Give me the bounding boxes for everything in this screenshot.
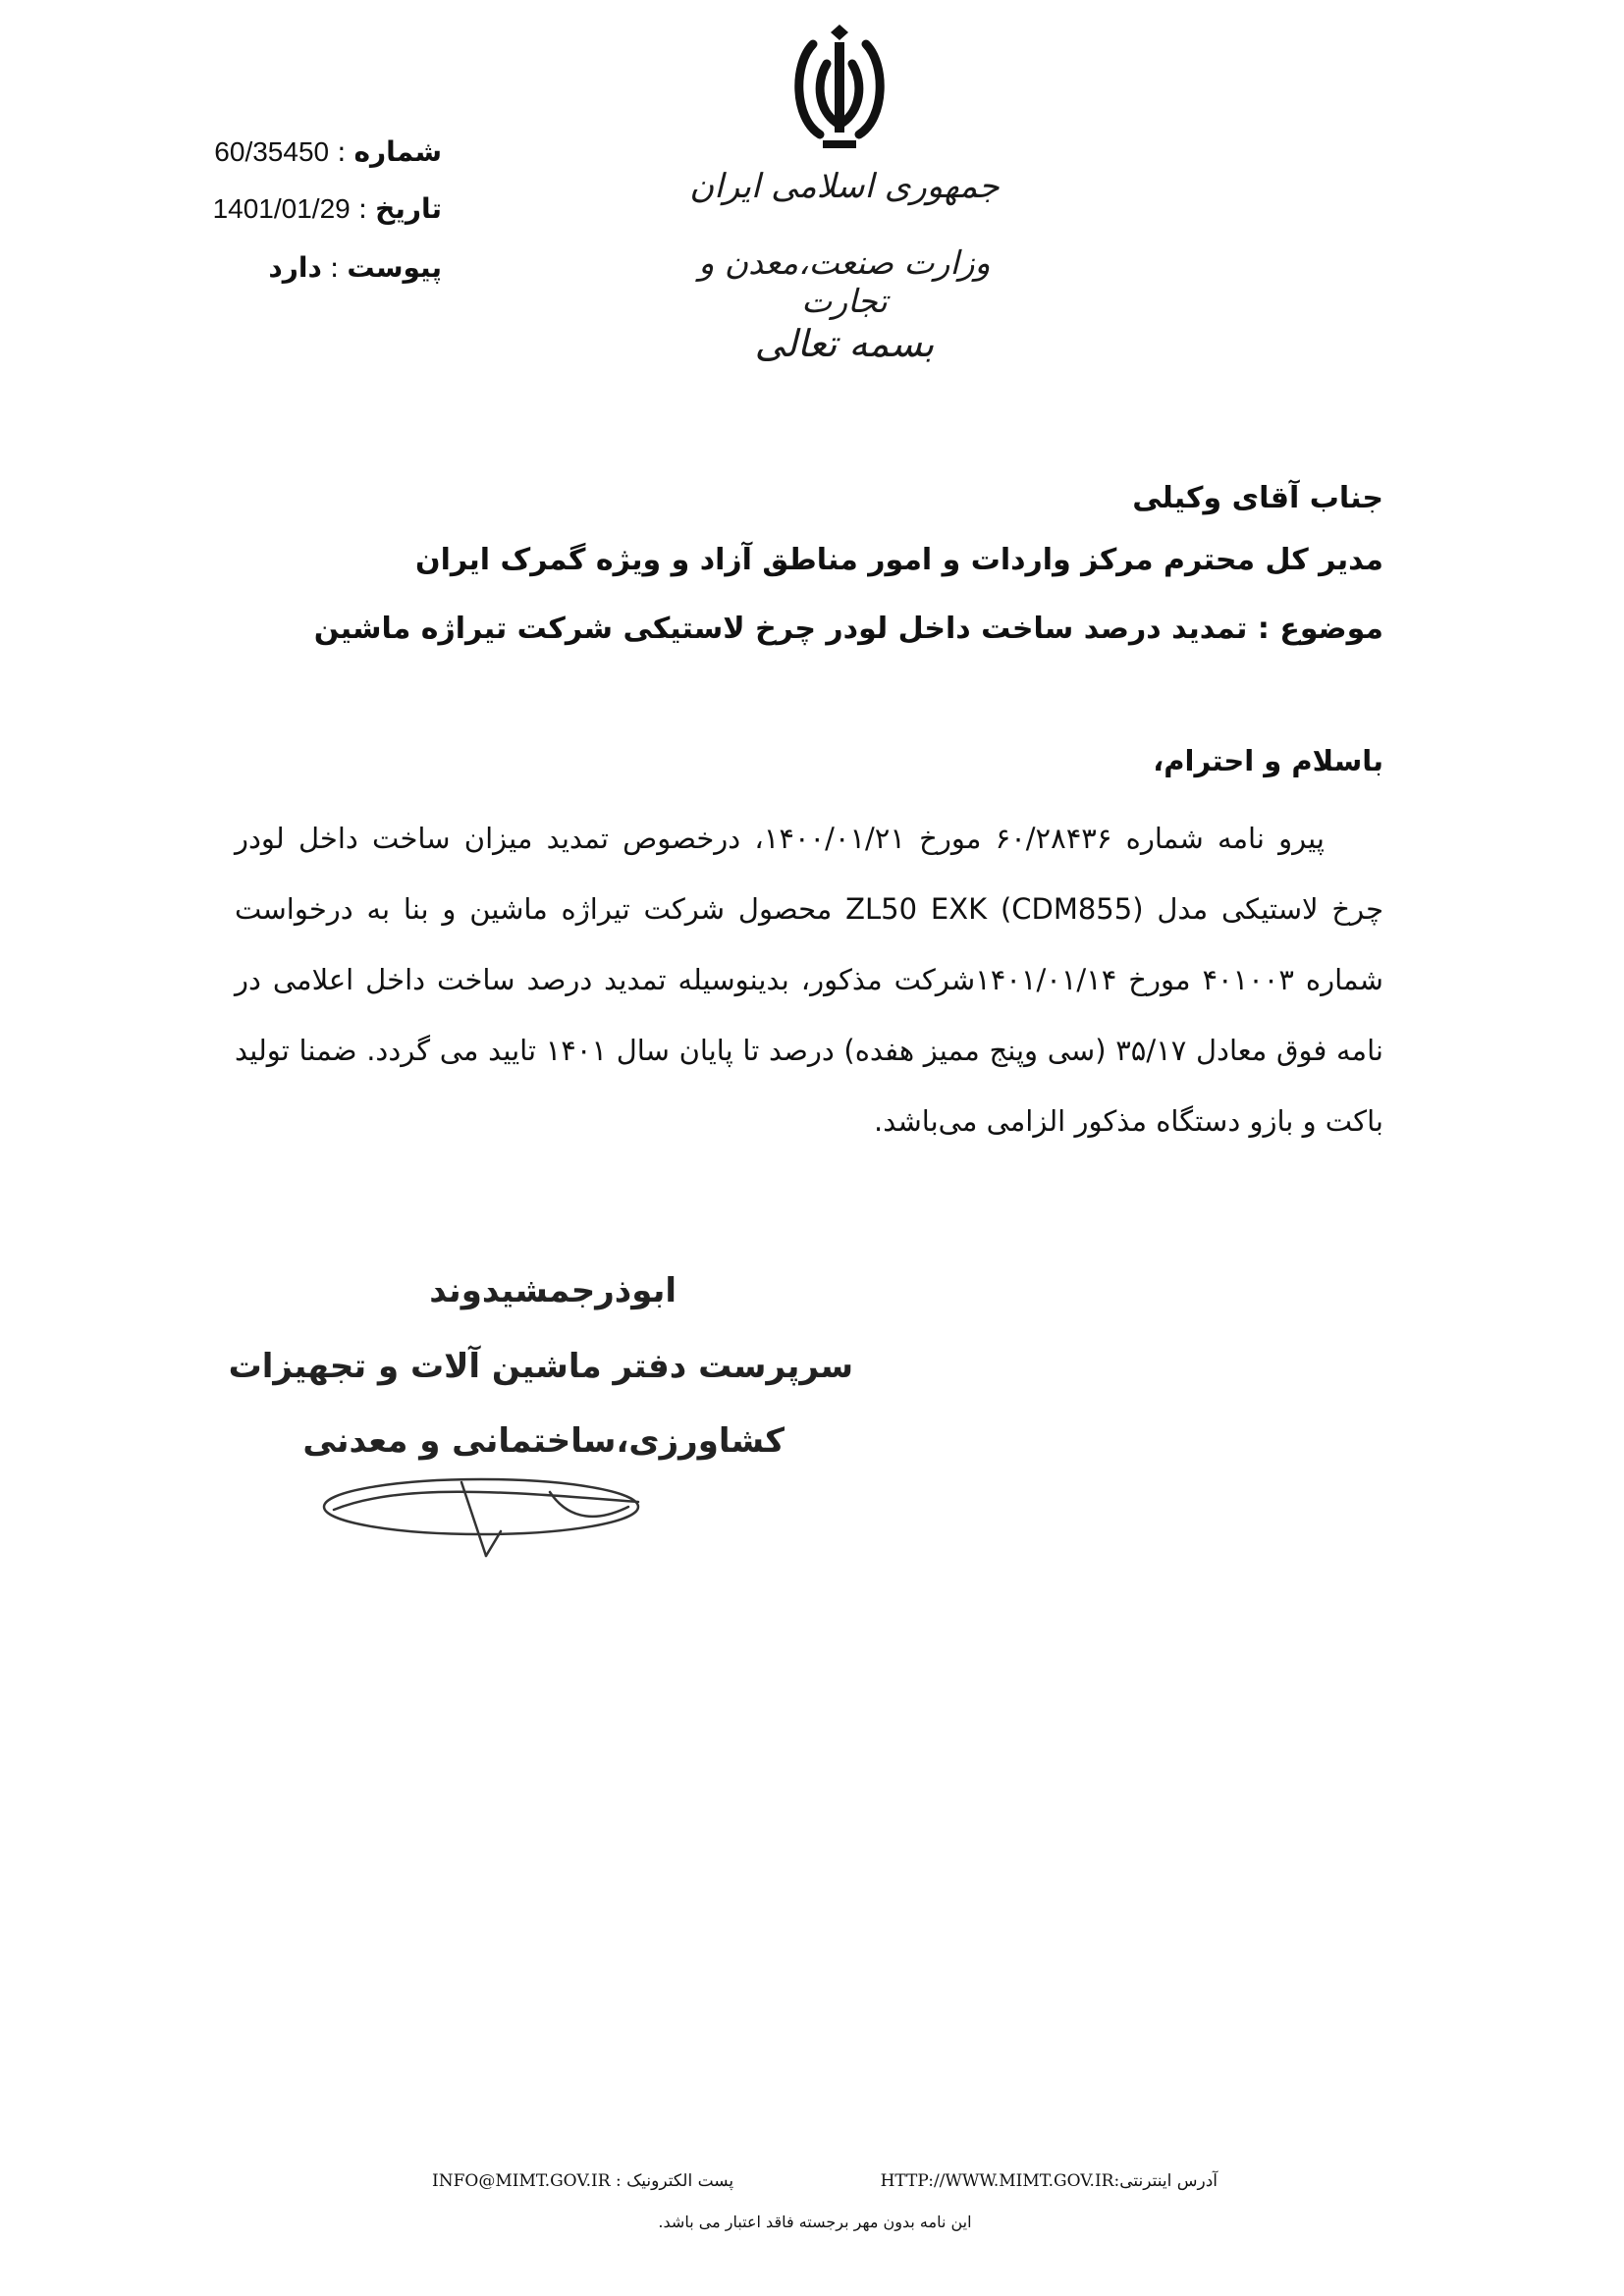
footer-email-address[interactable]: INFO@MIMT.GOV.IR bbox=[432, 2171, 611, 2191]
letter-number-label: شماره bbox=[353, 135, 442, 168]
signatory-name: ابوذرجمشیدوند bbox=[429, 1271, 677, 1310]
letter-number: شماره:60/35450 bbox=[214, 135, 442, 168]
footer-website bbox=[881, 2171, 1218, 2191]
letter-attachment-value: دارد bbox=[268, 251, 322, 284]
signatory-title-line2: کشاورزی،ساختمانی و معدنی bbox=[302, 1421, 785, 1461]
footer-email bbox=[432, 2171, 733, 2191]
handwritten-signature-icon bbox=[314, 1463, 668, 1571]
footer-email-label: پست الکترونیک : bbox=[615, 2171, 734, 2191]
letter-attachment: پیوست:دارد bbox=[268, 251, 442, 284]
org-name-line2: وزارت صنعت،معدن و تجارت bbox=[698, 243, 991, 320]
invocation: بسمه تعالی bbox=[754, 322, 935, 365]
footer-website-label: آدرس اینترنتی: bbox=[1113, 2171, 1218, 2191]
iran-emblem-icon bbox=[785, 25, 893, 162]
recipient-name: جناب آقای وکیلی bbox=[1132, 481, 1383, 515]
letter-body bbox=[235, 803, 1383, 1156]
body-paragraph: پیرو نامه شماره ۶۰/۲۸۴۳۶ مورخ ۱۴۰۰/۰۱/۲۱، درخصوص تمدید میزان ساخت داخل لودر چرخ لاستیکی مدل ZL50 EXK (CDM855) محصول شرکت تیراژه ماشین و بنا به درخواست شماره ۴۰۱۰۰۳ مورخ ۱۴۰۱/۰۱/۱۴شرکت مذکور، بدینوسیله تمدید درصد ساخت داخل اعلامی در نامه فوق معادل ۳۵/۱۷ (سی وپنج ممیز هفده) درصد تا پایان سال ۱۴۰۱ تایید می گردد. ضمنا تولید باکت و بازو دستگاه مذکور الزامی می‌باشد. bbox=[235, 822, 1384, 1138]
letter-attachment-label: پیوست bbox=[347, 251, 442, 284]
letter-date: تاریخ:1401/01/29 bbox=[212, 192, 442, 225]
letter-date-value: 1401/01/29 bbox=[212, 193, 351, 224]
letter-date-label: تاریخ bbox=[375, 192, 442, 225]
letter-number-value: 60/35450 bbox=[214, 136, 330, 167]
letter-subject: موضوع : تمدید درصد ساخت داخل لودر چرخ لاستیکی شرکت تیراژه ماشین bbox=[313, 612, 1383, 646]
recipient-title: مدیر کل محترم مرکز واردات و امور مناطق آزاد و ویژه گمرک ایران bbox=[414, 543, 1383, 577]
signatory-title-line1: سرپرست دفتر ماشین آلات و تجهیزات bbox=[228, 1347, 853, 1386]
greeting: باسلام و احترام، bbox=[1153, 744, 1383, 777]
footer-contact bbox=[412, 2171, 1218, 2201]
org-name-line1: جمهوری اسلامی ایران bbox=[689, 167, 1000, 206]
footer-note: این نامه بدون مهر برجسته فاقد اعتبار می باشد. bbox=[658, 2213, 972, 2231]
footer-website-url[interactable]: HTTP://WWW.MIMT.GOV.IR bbox=[880, 2171, 1114, 2191]
